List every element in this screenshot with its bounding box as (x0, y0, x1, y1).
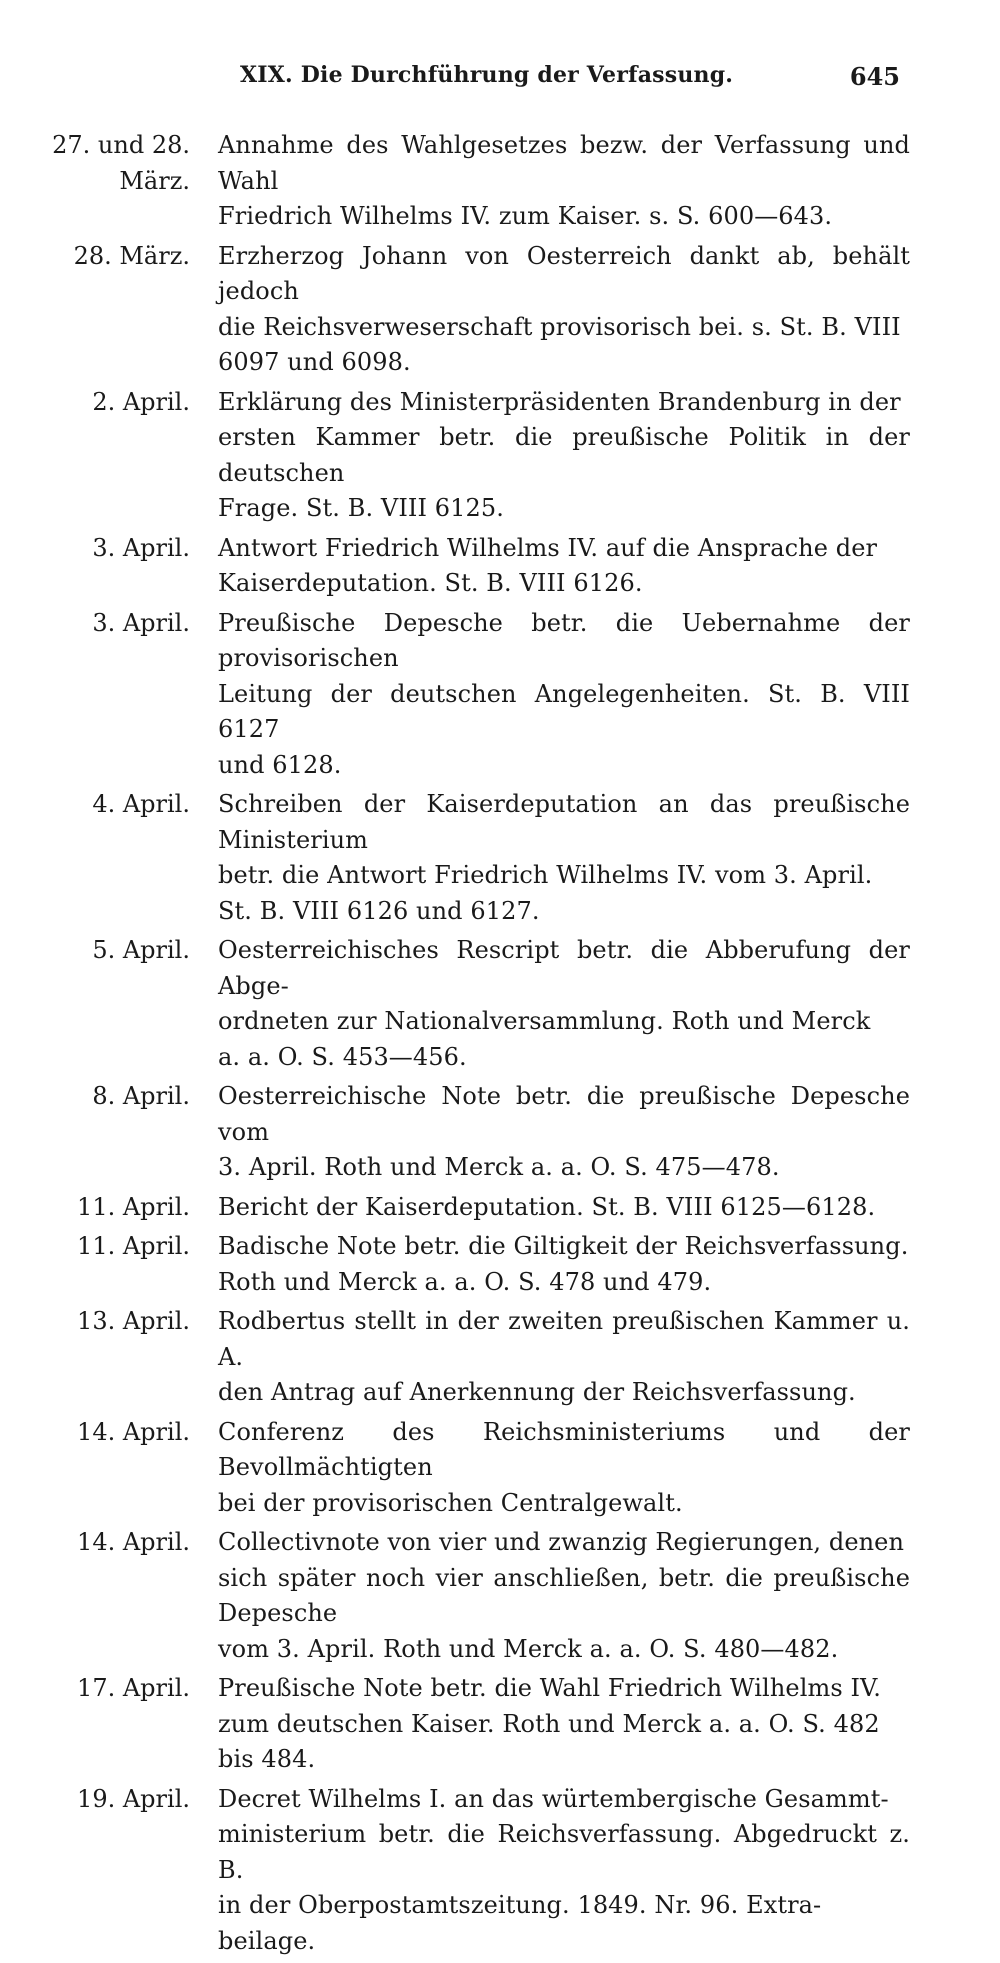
page-number: 645 (849, 62, 900, 91)
entry-date: 5. April. (92, 936, 190, 964)
chapter-title: XIX. Die Durchführung der Verfassung. (240, 62, 734, 88)
chronology-entry (30, 385, 910, 527)
chronology-entry (30, 1415, 910, 1522)
chronology-entry (30, 1304, 910, 1411)
entry-date: 14. April. (77, 1417, 190, 1446)
chronology-entry (30, 1229, 910, 1300)
entry-text: Decret Wilhelms I. an das würtembergische Gesammt- ministerium betr. die Reichsverfassung. Abgedruckt z. B. in der Oberpostamtszeitung. 1849. Nr. 96. Extra- beilage. (218, 1784, 910, 1955)
entry-text: Rodbertus stellt in der zweiten preußischen Kammer u. A. den Antrag auf Anerkennung der Reichsverfassung. (218, 1307, 910, 1406)
entry-text: Erzherzog Johann von Oesterreich dankt ab, behält jedoch die Reichsverweserschaft provisorisch bei. s. St. B. VIII 6097 und 6098. (218, 241, 910, 376)
entry-date: 28. März. (73, 241, 190, 270)
entry-text: Oesterreichische Note betr. die preußische Depesche vom 3. April. Roth und Merck a. a. O. S. 475—478. (218, 1082, 910, 1181)
chronology-entry (30, 606, 910, 784)
entry-date: 2. April. (92, 387, 190, 416)
chronology-entry (30, 1525, 910, 1667)
chronology-entry (30, 1079, 910, 1186)
entry-text: Conferenz des Reichsministeriums und der Bevollmächtigten bei der provisorischen Centralgewalt. (218, 1417, 910, 1517)
chronology-entry (30, 239, 910, 381)
entry-text: Annahme des Wahlgesetzes bezw. der Verfassung und Wahl Friedrich Wilhelms IV. zum Kaiser. s. S. 600—643. (218, 131, 910, 230)
chronology-entry (30, 933, 910, 1075)
entry-date: 3. April. (92, 533, 190, 562)
entry-date: 3. April. (92, 608, 190, 637)
entry-text: Badische Note betr. die Giltigkeit der Reichsverfassung. Roth und Merck a. a. O. S. 478 und 479. (218, 1232, 909, 1296)
entry-text: Collectivnote von vier und zwanzig Regierungen, denen sich später noch vier anschließen, betr. die preußische Depesche vom 3. April. Roth und Merck a. a. O. S. 480—482. (218, 1528, 910, 1663)
chronology-entry (30, 1671, 910, 1778)
chronology-list (30, 128, 910, 1963)
entry-date: 27. und 28. März. (52, 131, 190, 195)
entry-text: Antwort Friedrich Wilhelms IV. auf die Ansprache der Kaiserdeputation. St. B. VIII 6126. (218, 533, 878, 597)
entry-text: Oesterreichisches Rescript betr. die Abberufung der Abge- ordneten zur Nationalversammlung. Roth und Merck a. a. O. S. 453—456. (218, 936, 910, 1071)
chronology-entry (30, 787, 910, 929)
chronology-entry (30, 531, 910, 602)
entry-date: 4. April. (92, 790, 190, 818)
entry-date: 11. April. (77, 1232, 190, 1260)
entry-date: 11. April. (77, 1192, 190, 1221)
entry-date: 13. April. (77, 1307, 190, 1335)
entry-text: Preußische Note betr. die Wahl Friedrich Wilhelms IV. zum deutschen Kaiser. Roth und Merck a. a. O. S. 482 bis 484. (218, 1674, 882, 1773)
entry-text: Bericht der Kaiserdeputation. St. B. VIII 6125—6128. (218, 1192, 876, 1221)
entry-date: 14. April. (77, 1528, 190, 1556)
chronology-entry (30, 1190, 910, 1226)
chronology-entry (30, 128, 910, 235)
entry-date: 17. April. (77, 1674, 190, 1702)
running-header (240, 62, 900, 102)
entry-text: Schreiben der Kaiserdeputation an das preußische Ministerium betr. die Antwort Friedrich Wilhelms IV. vom 3. April. St. B. VIII 6126 und 6127. (218, 790, 910, 925)
entry-text: Erklärung des Ministerpräsidenten Brandenburg in der ersten Kammer betr. die preußische Politik in der deutschen Frage. St. B. VIII 6125. (218, 387, 910, 522)
chronology-entry (30, 1782, 910, 1960)
entry-date: 19. April. (77, 1784, 190, 1813)
entry-text: Preußische Depesche betr. die Uebernahme der provisorischen Leitung der deutschen Angelegenheiten. St. B. VIII 6127 und 6128. (218, 608, 910, 779)
entry-date: 8. April. (92, 1082, 190, 1110)
